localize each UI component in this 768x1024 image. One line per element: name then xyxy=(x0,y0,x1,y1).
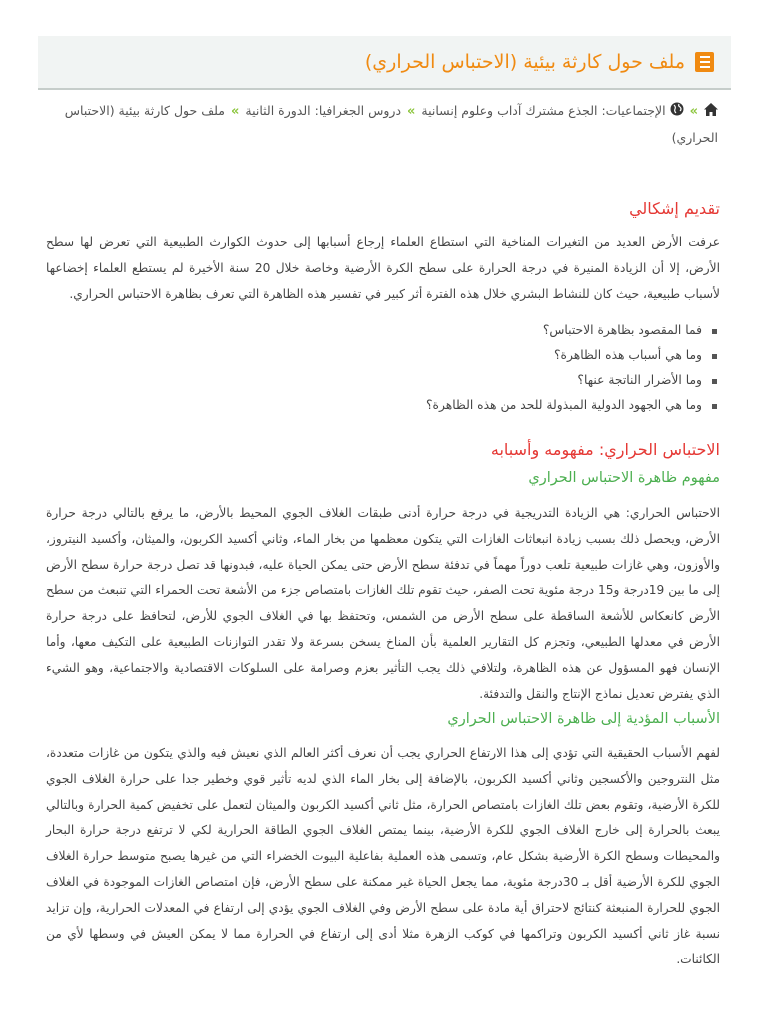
bullet-icon xyxy=(712,379,717,384)
bullet-icon xyxy=(712,354,717,359)
concept-paragraph: الاحتباس الحراري: هي الزيادة التدريجية في درجة حرارة أدنى طبقات الغلاف الجوي المحيط بالأرض، ما يرفع بالتالي درجة حرارة الأرض، ويحصل ذلك بسبب زيادة انبعاثات الغازات التي يتكون معظمها من بخار الماء، وثاني أكسيد الكربون، والميثان، وأكسيد النيتروز، والأوزون، وهي غازات طبيعية تلعب دوراً مهماً في تدفئة سطح الأرض حتى يمكن الحياة عليه، فبدونها قد تصل درجة حرارة سطح الأرض إلى ما بين 19درجة و15 درجة مئوية تحت الصفر، حيث تقوم تلك الغازات بامتصاص جزء من الأشعة تحت الحمراء التي تنبعث من سطح الأرض كانعكاس للأشعة الساقطة على سطح الأرض من الشمس، وتحتفظ بها في الغلاف الجوي للأرض، لتحافظ على درجة حرارة الأرض في معدلها الطبيعي، وتجزم كل التقارير العلمية بأن المناخ يسخن بسرعة ولا تقدر التوازنات الطبيعية على التكيف معها، وأما الإنسان فهو المسؤول عن هذه الظاهرة، ولتلافي ذلك يجب التأثير بعزم وصرامة على السلوكات الاقتصادية والاجتماعية، وهو الشيء الذي يفترض تعديل نماذج الإنتاج والنقل والتدفئة. xyxy=(46,506,721,701)
list-item: وما الأضرار الناتجة عنها؟ xyxy=(46,368,720,393)
breadcrumb-item-current: ملف حول كارثة بيئية (الاحتباس الحراري) xyxy=(64,103,718,145)
breadcrumb-item-geography-lessons[interactable]: دروس الجغرافيا: الدورة الثانية xyxy=(245,103,402,118)
questions-list xyxy=(46,318,720,418)
section-heading-intro: تقديم إشكالي xyxy=(629,199,720,218)
home-icon[interactable] xyxy=(704,99,718,125)
breadcrumb-separator: » xyxy=(230,104,240,119)
breadcrumb-item-social-studies[interactable]: الإجتماعيات: الجذع مشترك آداب وعلوم إنسانية xyxy=(421,103,666,118)
list-item: وما هي الجهود الدولية المبذولة للحد من هذه الظاهرة؟ xyxy=(46,393,720,418)
bullet-icon xyxy=(712,404,717,409)
subheading-causes: الأسباب المؤدية إلى ظاهرة الاحتباس الحراري xyxy=(447,711,720,727)
bullet-icon xyxy=(712,329,717,334)
document-icon xyxy=(695,52,714,72)
list-item: فما المقصود بظاهرة الاحتباس؟ xyxy=(46,318,720,343)
breadcrumb-separator: » xyxy=(689,104,698,119)
breadcrumb xyxy=(52,98,718,151)
globe-icon xyxy=(670,99,684,125)
list-item: وما هي أسباب هذه الظاهرة؟ xyxy=(46,343,720,368)
section-heading-concept: الاحتباس الحراري: مفهومه وأسبابه xyxy=(490,440,720,459)
intro-paragraph: عرفت الأرض العديد من التغيرات المناخية التي استطاع العلماء إرجاع أسبابها إلى حدوث الكوارث الطبيعية التي تعرض لها سطح الأرض، إلا أن الزيادة المنيرة في درجة الحرارة على سطح الكرة الأرضية وخاصة خلال 20 سنة الأخيرة لم يستطع العلماء إخضاعها لأسباب طبيعية، حيث كان للنشاط البشري خلال هذه الفترة أثر كبير في تفسير هذه الظاهرة التي تعرف بظاهرة الاحتباس الحراري. xyxy=(46,235,720,301)
causes-paragraph: لفهم الأسباب الحقيقية التي تؤدي إلى هذا الارتفاع الحراري يجب أن نعرف أكثر العالم الذي نعيش فيه والذي يتكون من غازات متعددة، مثل النتروجين والأكسجين وثاني أكسيد الكربون، بالإضافة إلى بخار الماء الذي لديه تأثير قوي وخطير جدا على حرارة الغلاف الجوي للكرة الأرضية، وتقوم بعض تلك الغازات بامتصاص الحرارة، مثل ثاني أكسيد الكربون والميثان لتعمل على تخفيض كمية الحرارة وبالتالي يبعث بالحرارة إلى خارج الغلاف الجوي للكرة الأرضية، بينما يمتص الغلاف الجوي الطاقة الحرارية لكي لا ترتفع درجة حرارة البحار والمحيطات وسطح الكرة الأرضية بشكل عام، وتسمى هذه العملية بفاعلية البيوت الخضراء التي من غيرها يصبح متوسط حرارة الغلاف الجوي للكرة الأرضية أقل بـ 30درجة مئوية، مما يجعل الحياة غير ممكنة على سطح الأرض، فإن امتصاص الغازات الموجودة في الغلاف الجوي للحرارة المنبعثة كنتائج لاحتراق أية مادة على سطح الأرض وفي الغلاف الجوي يؤدي إلى ارتفاع في المعدلات الحرارية، وإن تزايد نسبة غاز ثاني أكسيد الكربون وتراكمها في كوكب الزهرة مثلا أدى إلى ارتفاع في الحرارة مما لا يمكن العيش في وسطها لأي من الكائنات. xyxy=(46,746,720,967)
subheading-concept: مفهوم ظاهرة الاحتباس الحراري xyxy=(528,470,720,486)
page-title: ملف حول كارثة بيئية (الاحتباس الحراري) xyxy=(364,51,685,73)
breadcrumb-separator: » xyxy=(407,104,416,119)
title-bar xyxy=(38,36,731,90)
